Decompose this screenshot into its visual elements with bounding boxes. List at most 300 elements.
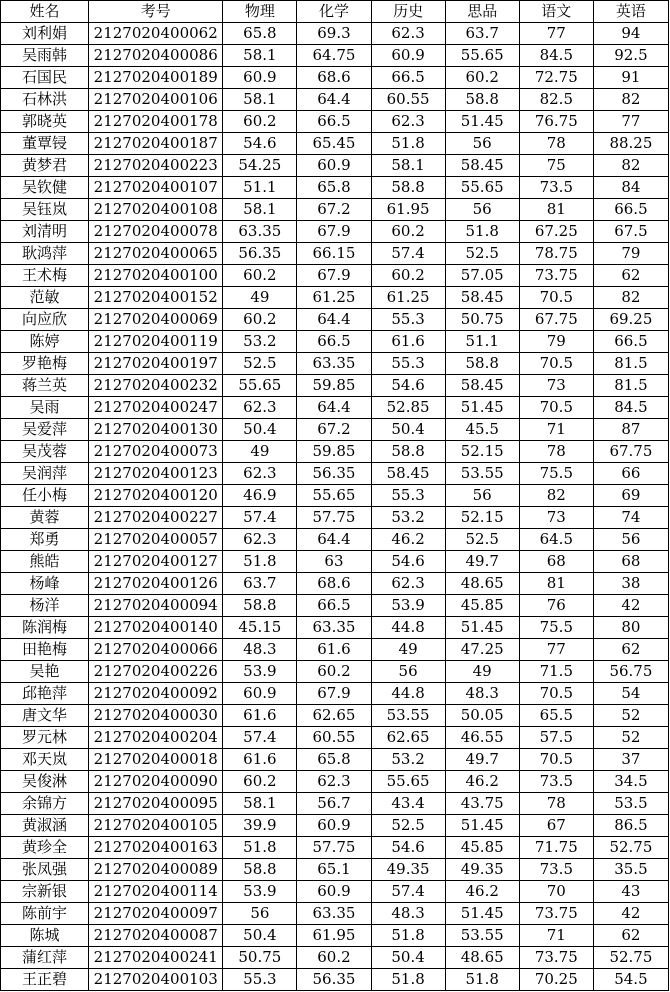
cell-english: 34.5	[593, 771, 668, 793]
table-row	[1, 463, 669, 485]
cell-history: 51.8	[371, 133, 445, 155]
cell-history: 62.65	[371, 727, 445, 749]
cell-exam-id: 2127020400232	[89, 375, 223, 397]
cell-ethics: 45.85	[445, 595, 519, 617]
table-row	[1, 111, 669, 133]
cell-physics: 65.8	[223, 23, 297, 45]
cell-chemistry: 62.65	[297, 705, 371, 727]
cell-history: 58.8	[371, 177, 445, 199]
cell-chemistry: 65.8	[297, 749, 371, 771]
cell-exam-id: 2127020400097	[89, 903, 223, 925]
cell-chinese: 81	[519, 573, 593, 595]
cell-exam-id: 2127020400090	[89, 771, 223, 793]
cell-chinese: 75	[519, 155, 593, 177]
cell-ethics: 48.65	[445, 947, 519, 969]
cell-exam-id: 2127020400247	[89, 397, 223, 419]
cell-chemistry: 63.35	[297, 903, 371, 925]
cell-ethics: 46.2	[445, 881, 519, 903]
cell-physics: 60.2	[223, 111, 297, 133]
cell-physics: 51.1	[223, 177, 297, 199]
cell-english: 82	[593, 89, 668, 111]
cell-physics: 60.2	[223, 309, 297, 331]
cell-name: 董覃锓	[1, 133, 89, 155]
cell-physics: 48.3	[223, 639, 297, 661]
cell-chinese: 71	[519, 925, 593, 947]
cell-physics: 53.9	[223, 661, 297, 683]
table-row	[1, 969, 669, 991]
table-row	[1, 551, 669, 573]
cell-physics: 55.65	[223, 375, 297, 397]
cell-exam-id: 2127020400126	[89, 573, 223, 595]
cell-chinese: 78.75	[519, 243, 593, 265]
cell-exam-id: 2127020400227	[89, 507, 223, 529]
cell-physics: 52.5	[223, 353, 297, 375]
cell-history: 60.9	[371, 45, 445, 67]
cell-history: 54.6	[371, 375, 445, 397]
cell-chemistry: 69.3	[297, 23, 371, 45]
cell-physics: 62.3	[223, 397, 297, 419]
cell-chinese: 70.5	[519, 683, 593, 705]
header-physics: 物理	[223, 1, 297, 23]
cell-ethics: 51.45	[445, 111, 519, 133]
cell-ethics: 55.65	[445, 45, 519, 67]
cell-physics: 51.8	[223, 837, 297, 859]
cell-english: 35.5	[593, 859, 668, 881]
cell-name: 吴雨	[1, 397, 89, 419]
cell-chemistry: 66.15	[297, 243, 371, 265]
cell-physics: 53.2	[223, 331, 297, 353]
cell-name: 邱艳萍	[1, 683, 89, 705]
cell-name: 吴爱萍	[1, 419, 89, 441]
header-row	[1, 1, 669, 23]
cell-english: 66.5	[593, 331, 668, 353]
cell-history: 57.4	[371, 243, 445, 265]
cell-history: 53.9	[371, 595, 445, 617]
cell-name: 刘清明	[1, 221, 89, 243]
cell-chinese: 57.5	[519, 727, 593, 749]
cell-exam-id: 2127020400095	[89, 793, 223, 815]
cell-chemistry: 67.2	[297, 199, 371, 221]
cell-physics: 49	[223, 287, 297, 309]
cell-physics: 60.9	[223, 67, 297, 89]
cell-chemistry: 67.2	[297, 419, 371, 441]
cell-exam-id: 2127020400018	[89, 749, 223, 771]
cell-history: 66.5	[371, 67, 445, 89]
cell-ethics: 46.2	[445, 771, 519, 793]
cell-name: 陈城	[1, 925, 89, 947]
cell-exam-id: 2127020400057	[89, 529, 223, 551]
cell-chinese: 64.5	[519, 529, 593, 551]
cell-english: 74	[593, 507, 668, 529]
cell-english: 52.75	[593, 837, 668, 859]
cell-chinese: 73.5	[519, 177, 593, 199]
cell-ethics: 51.45	[445, 903, 519, 925]
cell-name: 任小梅	[1, 485, 89, 507]
cell-english: 66.5	[593, 199, 668, 221]
cell-chemistry: 67.9	[297, 683, 371, 705]
table-row	[1, 309, 669, 331]
cell-exam-id: 2127020400241	[89, 947, 223, 969]
cell-name: 范敏	[1, 287, 89, 309]
cell-physics: 63.7	[223, 573, 297, 595]
cell-ethics: 45.85	[445, 837, 519, 859]
cell-chinese: 70.5	[519, 353, 593, 375]
cell-ethics: 51.45	[445, 815, 519, 837]
cell-exam-id: 2127020400078	[89, 221, 223, 243]
cell-exam-id: 2127020400107	[89, 177, 223, 199]
cell-chinese: 78	[519, 793, 593, 815]
cell-physics: 56.35	[223, 243, 297, 265]
table-row	[1, 573, 669, 595]
cell-exam-id: 2127020400119	[89, 331, 223, 353]
cell-name: 田艳梅	[1, 639, 89, 661]
cell-exam-id: 2127020400103	[89, 969, 223, 991]
cell-ethics: 51.8	[445, 969, 519, 991]
cell-chinese: 65.5	[519, 705, 593, 727]
cell-exam-id: 2127020400130	[89, 419, 223, 441]
cell-english: 56.75	[593, 661, 668, 683]
table-row	[1, 441, 669, 463]
cell-chemistry: 65.1	[297, 859, 371, 881]
cell-english: 91	[593, 67, 668, 89]
cell-english: 43	[593, 881, 668, 903]
cell-chemistry: 60.9	[297, 155, 371, 177]
cell-ethics: 45.5	[445, 419, 519, 441]
cell-chemistry: 62.3	[297, 771, 371, 793]
cell-english: 54	[593, 683, 668, 705]
cell-exam-id: 2127020400106	[89, 89, 223, 111]
table-row	[1, 133, 669, 155]
cell-ethics: 56	[445, 199, 519, 221]
cell-english: 42	[593, 595, 668, 617]
cell-name: 耿鸿萍	[1, 243, 89, 265]
cell-chinese: 71.75	[519, 837, 593, 859]
cell-ethics: 60.2	[445, 67, 519, 89]
cell-chemistry: 56.35	[297, 463, 371, 485]
cell-history: 44.8	[371, 683, 445, 705]
cell-exam-id: 2127020400062	[89, 23, 223, 45]
cell-english: 62	[593, 265, 668, 287]
cell-english: 38	[593, 573, 668, 595]
cell-chinese: 70.5	[519, 397, 593, 419]
cell-physics: 58.8	[223, 595, 297, 617]
cell-history: 52.5	[371, 815, 445, 837]
cell-ethics: 52.5	[445, 529, 519, 551]
table-row	[1, 749, 669, 771]
cell-history: 49	[371, 639, 445, 661]
cell-exam-id: 2127020400189	[89, 67, 223, 89]
cell-chinese: 70.5	[519, 287, 593, 309]
cell-english: 52	[593, 727, 668, 749]
cell-ethics: 50.05	[445, 705, 519, 727]
cell-exam-id: 2127020400069	[89, 309, 223, 331]
cell-name: 邓天岚	[1, 749, 89, 771]
cell-chemistry: 63	[297, 551, 371, 573]
cell-name: 宗新银	[1, 881, 89, 903]
cell-exam-id: 2127020400127	[89, 551, 223, 573]
cell-ethics: 58.8	[445, 89, 519, 111]
cell-physics: 62.3	[223, 529, 297, 551]
cell-english: 52	[593, 705, 668, 727]
table-row	[1, 661, 669, 683]
cell-chemistry: 56.7	[297, 793, 371, 815]
cell-chinese: 70.5	[519, 749, 593, 771]
cell-chemistry: 64.4	[297, 89, 371, 111]
cell-chemistry: 64.4	[297, 529, 371, 551]
cell-english: 88.25	[593, 133, 668, 155]
table-row	[1, 485, 669, 507]
cell-chemistry: 61.95	[297, 925, 371, 947]
cell-chemistry: 59.85	[297, 441, 371, 463]
cell-exam-id: 2127020400065	[89, 243, 223, 265]
cell-chinese: 73	[519, 375, 593, 397]
cell-chinese: 73	[519, 507, 593, 529]
table-row	[1, 45, 669, 67]
cell-chemistry: 57.75	[297, 507, 371, 529]
cell-chinese: 67.75	[519, 309, 593, 331]
cell-history: 61.25	[371, 287, 445, 309]
cell-ethics: 50.75	[445, 309, 519, 331]
cell-name: 吴艳	[1, 661, 89, 683]
cell-chinese: 67	[519, 815, 593, 837]
cell-english: 69.25	[593, 309, 668, 331]
cell-chemistry: 59.85	[297, 375, 371, 397]
cell-chinese: 72.75	[519, 67, 593, 89]
cell-chinese: 82	[519, 485, 593, 507]
table-row	[1, 903, 669, 925]
table-row	[1, 265, 669, 287]
cell-english: 82	[593, 155, 668, 177]
cell-physics: 53.9	[223, 881, 297, 903]
cell-history: 50.4	[371, 419, 445, 441]
cell-chemistry: 65.45	[297, 133, 371, 155]
cell-chinese: 68	[519, 551, 593, 573]
header-name: 姓名	[1, 1, 89, 23]
table-row	[1, 397, 669, 419]
cell-name: 熊皓	[1, 551, 89, 573]
cell-ethics: 49.7	[445, 749, 519, 771]
cell-ethics: 51.45	[445, 617, 519, 639]
cell-chemistry: 64.4	[297, 309, 371, 331]
cell-english: 87	[593, 419, 668, 441]
cell-history: 55.3	[371, 309, 445, 331]
cell-history: 54.6	[371, 551, 445, 573]
cell-name: 王术梅	[1, 265, 89, 287]
cell-history: 57.4	[371, 881, 445, 903]
cell-exam-id: 2127020400105	[89, 815, 223, 837]
cell-name: 黄珍全	[1, 837, 89, 859]
cell-exam-id: 2127020400226	[89, 661, 223, 683]
cell-chinese: 71.5	[519, 661, 593, 683]
cell-history: 53.2	[371, 507, 445, 529]
table-row	[1, 529, 669, 551]
cell-physics: 57.4	[223, 727, 297, 749]
cell-chemistry: 55.65	[297, 485, 371, 507]
cell-chemistry: 68.6	[297, 67, 371, 89]
cell-chinese: 77	[519, 639, 593, 661]
cell-english: 37	[593, 749, 668, 771]
cell-history: 49.35	[371, 859, 445, 881]
cell-name: 蒲红萍	[1, 947, 89, 969]
cell-chinese: 67.25	[519, 221, 593, 243]
cell-chinese: 75.5	[519, 463, 593, 485]
cell-physics: 54.25	[223, 155, 297, 177]
cell-name: 黄蓉	[1, 507, 89, 529]
cell-name: 石林洪	[1, 89, 89, 111]
table-row	[1, 793, 669, 815]
cell-ethics: 63.7	[445, 23, 519, 45]
cell-ethics: 57.05	[445, 265, 519, 287]
cell-history: 44.8	[371, 617, 445, 639]
cell-chinese: 71	[519, 419, 593, 441]
table-row	[1, 199, 669, 221]
cell-chemistry: 60.55	[297, 727, 371, 749]
cell-ethics: 51.8	[445, 221, 519, 243]
cell-name: 陈润梅	[1, 617, 89, 639]
cell-chinese: 84.5	[519, 45, 593, 67]
cell-chinese: 73.5	[519, 859, 593, 881]
cell-name: 向应欣	[1, 309, 89, 331]
cell-english: 52.75	[593, 947, 668, 969]
table-row	[1, 89, 669, 111]
table-row	[1, 243, 669, 265]
cell-name: 张凤强	[1, 859, 89, 881]
cell-history: 53.55	[371, 705, 445, 727]
cell-chemistry: 57.75	[297, 837, 371, 859]
header-ethics: 思品	[445, 1, 519, 23]
cell-physics: 55.3	[223, 969, 297, 991]
cell-physics: 60.9	[223, 683, 297, 705]
cell-exam-id: 2127020400152	[89, 287, 223, 309]
cell-exam-id: 2127020400094	[89, 595, 223, 617]
cell-history: 62.3	[371, 111, 445, 133]
cell-history: 61.6	[371, 331, 445, 353]
cell-physics: 39.9	[223, 815, 297, 837]
cell-history: 51.8	[371, 969, 445, 991]
cell-physics: 61.6	[223, 749, 297, 771]
cell-physics: 51.8	[223, 551, 297, 573]
cell-ethics: 51.45	[445, 397, 519, 419]
cell-english: 66	[593, 463, 668, 485]
cell-english: 84	[593, 177, 668, 199]
table-row	[1, 925, 669, 947]
table-row	[1, 353, 669, 375]
header-chinese: 语文	[519, 1, 593, 23]
table-row	[1, 595, 669, 617]
cell-name: 吴俊淋	[1, 771, 89, 793]
cell-ethics: 52.5	[445, 243, 519, 265]
cell-ethics: 58.45	[445, 155, 519, 177]
table-row	[1, 639, 669, 661]
cell-chemistry: 63.35	[297, 353, 371, 375]
cell-physics: 61.6	[223, 705, 297, 727]
cell-english: 67.5	[593, 221, 668, 243]
cell-exam-id: 2127020400108	[89, 199, 223, 221]
cell-ethics: 53.55	[445, 925, 519, 947]
cell-chinese: 76	[519, 595, 593, 617]
cell-history: 55.3	[371, 485, 445, 507]
cell-physics: 58.1	[223, 45, 297, 67]
table-row	[1, 177, 669, 199]
cell-physics: 58.8	[223, 859, 297, 881]
cell-chinese: 78	[519, 441, 593, 463]
cell-exam-id: 2127020400223	[89, 155, 223, 177]
cell-english: 56	[593, 529, 668, 551]
cell-chinese: 75.5	[519, 617, 593, 639]
table-row	[1, 221, 669, 243]
table-row	[1, 507, 669, 529]
cell-chemistry: 60.2	[297, 947, 371, 969]
cell-name: 王正碧	[1, 969, 89, 991]
cell-english: 81.5	[593, 353, 668, 375]
cell-chinese: 77	[519, 23, 593, 45]
cell-history: 55.65	[371, 771, 445, 793]
cell-exam-id: 2127020400066	[89, 639, 223, 661]
cell-history: 62.3	[371, 573, 445, 595]
cell-name: 吴钦健	[1, 177, 89, 199]
cell-history: 52.85	[371, 397, 445, 419]
cell-physics: 50.4	[223, 925, 297, 947]
cell-chemistry: 67.9	[297, 265, 371, 287]
cell-chemistry: 56.35	[297, 969, 371, 991]
cell-name: 陈前宇	[1, 903, 89, 925]
cell-ethics: 56	[445, 485, 519, 507]
cell-chemistry: 60.9	[297, 815, 371, 837]
cell-chemistry: 61.25	[297, 287, 371, 309]
cell-exam-id: 2127020400092	[89, 683, 223, 705]
header-chemistry: 化学	[297, 1, 371, 23]
cell-english: 77	[593, 111, 668, 133]
cell-chemistry: 66.5	[297, 595, 371, 617]
cell-physics: 60.2	[223, 265, 297, 287]
table-row	[1, 771, 669, 793]
cell-chemistry: 61.6	[297, 639, 371, 661]
cell-physics: 63.35	[223, 221, 297, 243]
cell-physics: 62.3	[223, 463, 297, 485]
cell-ethics: 52.15	[445, 441, 519, 463]
cell-ethics: 55.65	[445, 177, 519, 199]
cell-english: 62	[593, 925, 668, 947]
cell-english: 67.75	[593, 441, 668, 463]
cell-exam-id: 2127020400163	[89, 837, 223, 859]
cell-physics: 49	[223, 441, 297, 463]
table-row	[1, 683, 669, 705]
cell-name: 唐文华	[1, 705, 89, 727]
cell-chemistry: 60.9	[297, 881, 371, 903]
cell-english: 82	[593, 287, 668, 309]
cell-physics: 46.9	[223, 485, 297, 507]
table-body	[1, 23, 669, 991]
cell-exam-id: 2127020400030	[89, 705, 223, 727]
cell-exam-id: 2127020400187	[89, 133, 223, 155]
cell-english: 80	[593, 617, 668, 639]
cell-history: 48.3	[371, 903, 445, 925]
cell-english: 81.5	[593, 375, 668, 397]
cell-chinese: 73.75	[519, 265, 593, 287]
cell-english: 54.5	[593, 969, 668, 991]
cell-physics: 58.1	[223, 89, 297, 111]
cell-history: 54.6	[371, 837, 445, 859]
cell-physics: 45.15	[223, 617, 297, 639]
cell-name: 石国民	[1, 67, 89, 89]
cell-ethics: 52.15	[445, 507, 519, 529]
header-exam-id: 考号	[89, 1, 223, 23]
cell-english: 94	[593, 23, 668, 45]
cell-history: 62.3	[371, 23, 445, 45]
cell-english: 68	[593, 551, 668, 573]
cell-chemistry: 64.4	[297, 397, 371, 419]
cell-physics: 56	[223, 903, 297, 925]
